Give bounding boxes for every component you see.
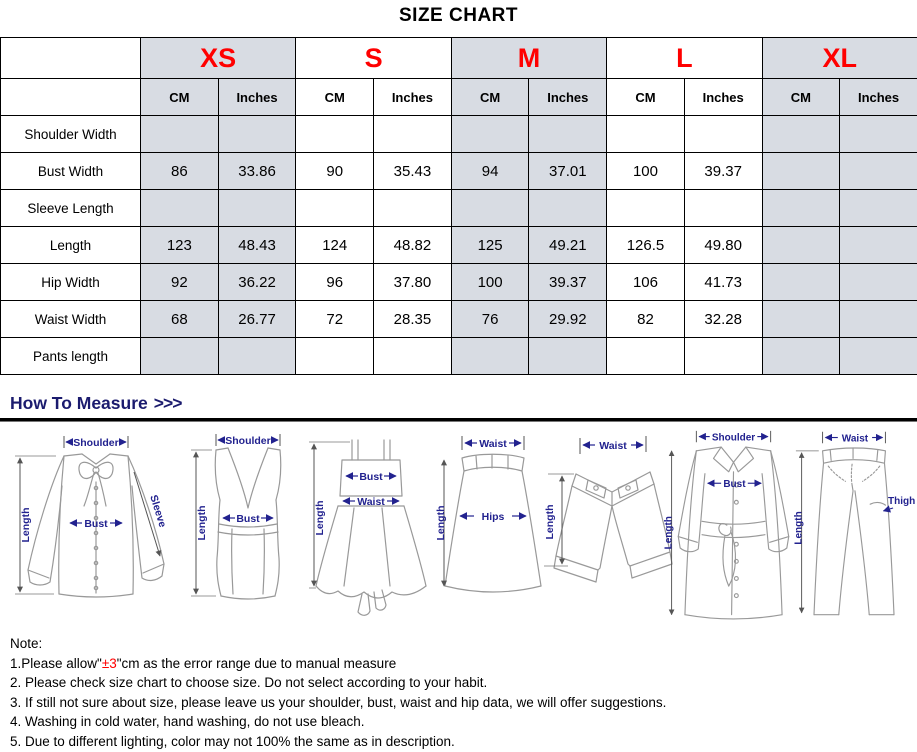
value-cell — [762, 227, 840, 264]
value-cell — [607, 190, 685, 227]
blouse-shoulder-label: Shoulder — [73, 437, 119, 449]
row-label: Shoulder Width — [1, 116, 141, 153]
shorts-waist-label: Waist — [599, 440, 627, 452]
value-cell: 26.77 — [218, 301, 296, 338]
table-row — [1, 153, 917, 190]
size-table — [0, 37, 917, 375]
note-line-4: 4. Washing in cold water, hand washing, do not use bleach. — [10, 714, 365, 729]
value-cell — [529, 338, 607, 375]
value-cell — [451, 338, 529, 375]
shorts-length-label: Length — [544, 504, 556, 540]
blouse-length-label: Length — [20, 507, 32, 543]
size-header-l: L — [607, 38, 762, 79]
unit-header-inches: Inches — [218, 79, 296, 116]
value-cell — [296, 190, 374, 227]
value-cell: 86 — [141, 153, 219, 190]
value-cell: 123 — [141, 227, 219, 264]
value-cell: 36.22 — [218, 264, 296, 301]
tank-dimensions — [191, 434, 280, 596]
table-row — [1, 301, 917, 338]
value-cell — [218, 190, 296, 227]
unit-header-inches: Inches — [684, 79, 762, 116]
value-cell: 100 — [451, 264, 529, 301]
skirt-length-label: Length — [435, 505, 447, 541]
size-header-xs: XS — [141, 38, 296, 79]
value-cell: 126.5 — [607, 227, 685, 264]
value-cell: 39.37 — [529, 264, 607, 301]
value-cell — [296, 116, 374, 153]
pants-waist-label: Waist — [841, 433, 869, 445]
value-cell — [451, 116, 529, 153]
row-label: Waist Width — [1, 301, 141, 338]
value-cell: 76 — [451, 301, 529, 338]
dress-outline — [316, 440, 426, 615]
unit-header-inches: Inches — [529, 79, 607, 116]
page-title: SIZE CHART — [399, 5, 518, 26]
unit-header-cm: CM — [607, 79, 685, 116]
value-cell: 37.01 — [529, 153, 607, 190]
value-cell: 29.92 — [529, 301, 607, 338]
value-cell: 106 — [607, 264, 685, 301]
value-cell: 28.35 — [374, 301, 452, 338]
chevrons-icon: >>> — [153, 393, 182, 413]
value-cell — [762, 301, 840, 338]
value-cell — [840, 116, 917, 153]
value-cell: 49.21 — [529, 227, 607, 264]
value-cell — [840, 227, 917, 264]
value-cell: 41.73 — [684, 264, 762, 301]
notes-heading: Note: — [10, 636, 43, 651]
error-range-value: ±3 — [101, 655, 117, 671]
dress-dimensions — [309, 442, 399, 588]
value-cell: 124 — [296, 227, 374, 264]
value-cell — [762, 338, 840, 375]
value-cell — [529, 116, 607, 153]
dress-bust-label: Bust — [359, 471, 383, 483]
value-cell: 37.80 — [374, 264, 452, 301]
value-cell: 35.43 — [374, 153, 452, 190]
unit-header-cm: CM — [762, 79, 840, 116]
unit-header-cm: CM — [451, 79, 529, 116]
dress-length-label: Length — [314, 500, 326, 536]
blouse-sleeve-label: Sleeve — [147, 493, 169, 529]
pants-outline — [814, 448, 894, 615]
value-cell — [374, 190, 452, 227]
value-cell — [374, 338, 452, 375]
value-cell — [840, 190, 917, 227]
skirt-hips-label: Hips — [481, 511, 505, 523]
value-cell — [684, 116, 762, 153]
value-cell — [762, 116, 840, 153]
value-cell — [840, 264, 917, 301]
coat-length-label: Length — [663, 516, 675, 550]
pants-length-label: Length — [793, 511, 805, 545]
note-line-2: 2. Please check size chart to choose size. Do not select according to your habit. — [10, 675, 488, 690]
value-cell: 33.86 — [218, 153, 296, 190]
figure-pants — [792, 428, 916, 628]
value-cell — [529, 190, 607, 227]
value-cell — [840, 338, 917, 375]
value-cell — [451, 190, 529, 227]
tank-bust-label: Bust — [236, 513, 260, 525]
value-cell: 48.43 — [218, 227, 296, 264]
value-cell: 48.82 — [374, 227, 452, 264]
table-row — [1, 190, 917, 227]
row-label: Sleeve Length — [1, 190, 141, 227]
skirt-waist-label: Waist — [479, 438, 507, 450]
figure-dress — [306, 428, 436, 628]
value-cell: 96 — [296, 264, 374, 301]
dress-waist-label: Waist — [357, 496, 385, 508]
table-row — [1, 227, 917, 264]
figure-shorts — [542, 428, 677, 628]
note-line-1: 1.Please allow"±3"cm as the error range due to manual measure — [10, 655, 397, 671]
value-cell: 92 — [141, 264, 219, 301]
pants-thigh-label: Thigh — [888, 496, 916, 508]
value-cell — [141, 190, 219, 227]
shorts-dimensions — [544, 436, 646, 566]
figure-skirt — [432, 428, 547, 628]
notes-section — [10, 634, 910, 751]
value-cell — [684, 338, 762, 375]
value-cell: 68 — [141, 301, 219, 338]
unit-header-row — [1, 79, 917, 116]
figure-coat — [662, 428, 805, 628]
blouse-bust-label: Bust — [84, 518, 108, 530]
coat-shoulder-label: Shoulder — [711, 432, 756, 444]
table-row — [1, 264, 917, 301]
tank-shoulder-label: Shoulder — [225, 435, 271, 447]
value-cell — [762, 153, 840, 190]
value-cell: 94 — [451, 153, 529, 190]
table-row — [1, 338, 917, 375]
measure-figures — [0, 426, 917, 634]
value-cell — [840, 301, 917, 338]
coat-bust-label: Bust — [723, 479, 746, 491]
row-label: Length — [1, 227, 141, 264]
value-cell — [684, 190, 762, 227]
value-cell — [141, 338, 219, 375]
value-cell — [607, 338, 685, 375]
value-cell — [374, 116, 452, 153]
size-header-row — [1, 38, 917, 79]
note-line-3: 3. If still not sure about size, please leave us your shoulder, bust, waist and hip data, we will offer suggestions. — [10, 694, 667, 710]
value-cell — [840, 153, 917, 190]
row-label: Hip Width — [1, 264, 141, 301]
unit-header-cm: CM — [296, 79, 374, 116]
value-cell: 72 — [296, 301, 374, 338]
value-cell: 90 — [296, 153, 374, 190]
value-cell: 49.80 — [684, 227, 762, 264]
figure-tank-top — [186, 428, 306, 628]
pants-dimensions — [794, 432, 916, 613]
row-label: Bust Width — [1, 153, 141, 190]
figure-blouse — [12, 428, 182, 628]
how-to-measure-heading — [10, 393, 181, 414]
unit-header-inches: Inches — [374, 79, 452, 116]
size-header-xl: XL — [762, 38, 917, 79]
shorts-outline — [554, 472, 672, 582]
section-divider — [0, 418, 917, 422]
skirt-outline — [445, 454, 541, 592]
value-cell — [218, 338, 296, 375]
unit-header-inches: Inches — [840, 79, 917, 116]
table-row — [1, 116, 917, 153]
coat-outline — [678, 447, 788, 619]
value-cell: 125 — [451, 227, 529, 264]
note-line-5: 5. Due to different lighting, color may not 100% the same as in description. — [10, 733, 455, 749]
value-cell: 39.37 — [684, 153, 762, 190]
row-label: Pants length — [1, 338, 141, 375]
value-cell: 32.28 — [684, 301, 762, 338]
corner-cell — [1, 38, 141, 79]
value-cell — [762, 264, 840, 301]
value-cell: 82 — [607, 301, 685, 338]
value-cell — [141, 116, 219, 153]
corner-cell — [1, 79, 141, 116]
size-header-m: M — [451, 38, 606, 79]
value-cell — [607, 116, 685, 153]
tank-length-label: Length — [196, 505, 208, 541]
value-cell — [218, 116, 296, 153]
value-cell — [762, 190, 840, 227]
how-to-measure-text: How To Measure — [10, 393, 148, 413]
value-cell — [296, 338, 374, 375]
size-header-s: S — [296, 38, 451, 79]
blouse-dimensions — [15, 436, 169, 594]
value-cell: 100 — [607, 153, 685, 190]
unit-header-cm: CM — [141, 79, 219, 116]
